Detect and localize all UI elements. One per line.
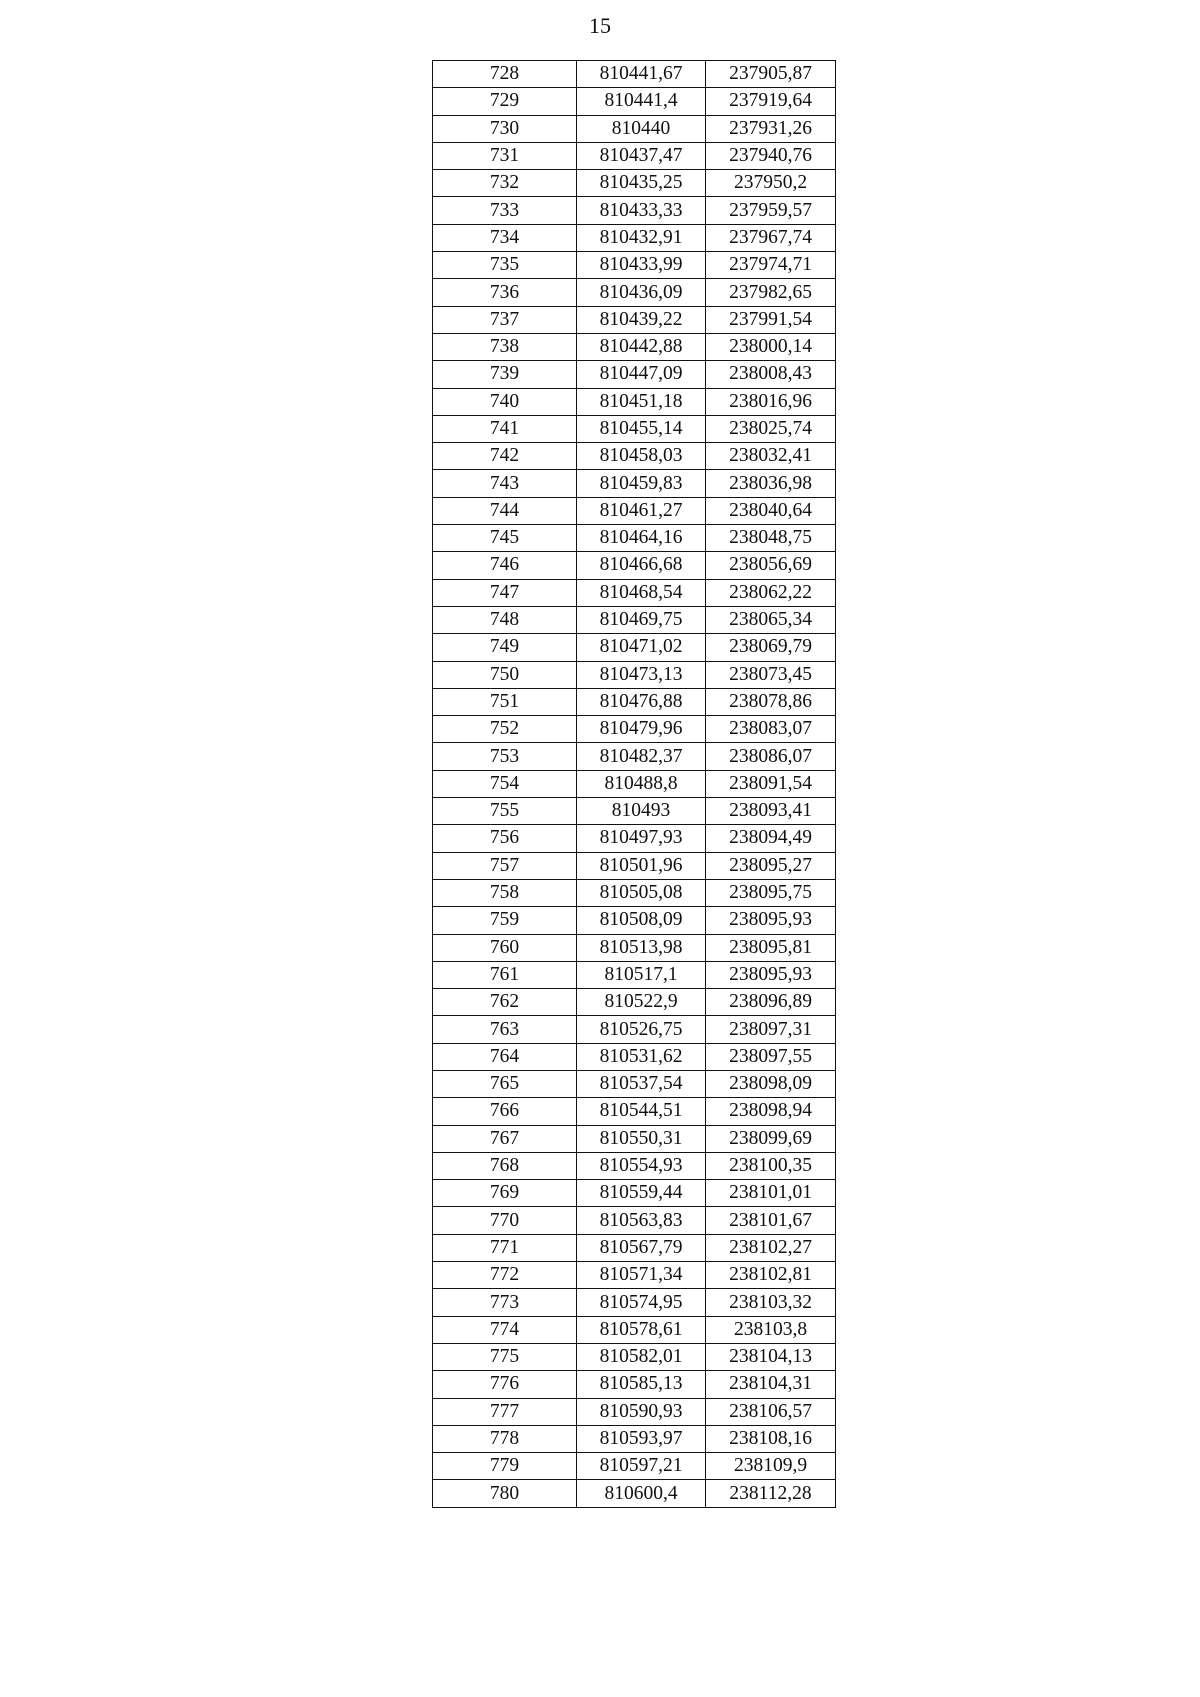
point-number-cell: 750 xyxy=(433,661,577,688)
x-coordinate-cell: 810585,13 xyxy=(577,1371,706,1398)
table-row xyxy=(433,142,836,169)
x-coordinate-cell: 810439,22 xyxy=(577,306,706,333)
x-coordinate-cell: 810522,9 xyxy=(577,989,706,1016)
y-coordinate-cell: 238065,34 xyxy=(706,606,836,633)
x-coordinate-cell: 810513,98 xyxy=(577,934,706,961)
y-coordinate-cell: 238095,81 xyxy=(706,934,836,961)
y-coordinate-cell: 238101,67 xyxy=(706,1207,836,1234)
point-number-cell: 780 xyxy=(433,1480,577,1507)
table-row xyxy=(433,1343,836,1370)
point-number-cell: 728 xyxy=(433,61,577,88)
x-coordinate-cell: 810461,27 xyxy=(577,497,706,524)
point-number-cell: 738 xyxy=(433,333,577,360)
y-coordinate-cell: 238102,81 xyxy=(706,1262,836,1289)
x-coordinate-cell: 810600,4 xyxy=(577,1480,706,1507)
y-coordinate-cell: 238016,96 xyxy=(706,388,836,415)
y-coordinate-cell: 238096,89 xyxy=(706,989,836,1016)
x-coordinate-cell: 810559,44 xyxy=(577,1180,706,1207)
x-coordinate-cell: 810441,67 xyxy=(577,61,706,88)
x-coordinate-cell: 810482,37 xyxy=(577,743,706,770)
table-row xyxy=(433,1234,836,1261)
x-coordinate-cell: 810432,91 xyxy=(577,224,706,251)
table-row xyxy=(433,197,836,224)
table-row xyxy=(433,825,836,852)
y-coordinate-cell: 238095,93 xyxy=(706,907,836,934)
table-row xyxy=(433,170,836,197)
x-coordinate-cell: 810476,88 xyxy=(577,688,706,715)
x-coordinate-cell: 810501,96 xyxy=(577,852,706,879)
point-number-cell: 767 xyxy=(433,1125,577,1152)
y-coordinate-cell: 238097,55 xyxy=(706,1043,836,1070)
point-number-cell: 758 xyxy=(433,879,577,906)
x-coordinate-cell: 810537,54 xyxy=(577,1070,706,1097)
point-number-cell: 771 xyxy=(433,1234,577,1261)
y-coordinate-cell: 238108,16 xyxy=(706,1425,836,1452)
x-coordinate-cell: 810497,93 xyxy=(577,825,706,852)
table-row xyxy=(433,907,836,934)
table-row xyxy=(433,252,836,279)
point-number-cell: 733 xyxy=(433,197,577,224)
y-coordinate-cell: 238102,27 xyxy=(706,1234,836,1261)
point-number-cell: 732 xyxy=(433,170,577,197)
table-row xyxy=(433,1289,836,1316)
y-coordinate-cell: 238104,31 xyxy=(706,1371,836,1398)
y-coordinate-cell: 237967,74 xyxy=(706,224,836,251)
point-number-cell: 753 xyxy=(433,743,577,770)
table-row xyxy=(433,1480,836,1507)
y-coordinate-cell: 238008,43 xyxy=(706,361,836,388)
y-coordinate-cell: 238106,57 xyxy=(706,1398,836,1425)
table-row xyxy=(433,333,836,360)
y-coordinate-cell: 238103,32 xyxy=(706,1289,836,1316)
point-number-cell: 765 xyxy=(433,1070,577,1097)
point-number-cell: 747 xyxy=(433,579,577,606)
x-coordinate-cell: 810433,99 xyxy=(577,252,706,279)
table-row xyxy=(433,1180,836,1207)
y-coordinate-cell: 238073,45 xyxy=(706,661,836,688)
point-number-cell: 757 xyxy=(433,852,577,879)
y-coordinate-cell: 238103,8 xyxy=(706,1316,836,1343)
y-coordinate-cell: 238000,14 xyxy=(706,333,836,360)
y-coordinate-cell: 238097,31 xyxy=(706,1016,836,1043)
table-row xyxy=(433,415,836,442)
point-number-cell: 779 xyxy=(433,1453,577,1480)
y-coordinate-cell: 238094,49 xyxy=(706,825,836,852)
table-row xyxy=(433,1371,836,1398)
y-coordinate-cell: 237940,76 xyxy=(706,142,836,169)
y-coordinate-cell: 238093,41 xyxy=(706,798,836,825)
point-number-cell: 731 xyxy=(433,142,577,169)
y-coordinate-cell: 238109,9 xyxy=(706,1453,836,1480)
point-number-cell: 729 xyxy=(433,88,577,115)
table-row xyxy=(433,279,836,306)
y-coordinate-cell: 238099,69 xyxy=(706,1125,836,1152)
point-number-cell: 740 xyxy=(433,388,577,415)
table-row xyxy=(433,1207,836,1234)
x-coordinate-cell: 810505,08 xyxy=(577,879,706,906)
y-coordinate-cell: 238025,74 xyxy=(706,415,836,442)
table-row xyxy=(433,961,836,988)
x-coordinate-cell: 810571,34 xyxy=(577,1262,706,1289)
table-row xyxy=(433,443,836,470)
point-number-cell: 745 xyxy=(433,525,577,552)
coordinates-table xyxy=(432,60,836,1508)
x-coordinate-cell: 810441,4 xyxy=(577,88,706,115)
y-coordinate-cell: 238083,07 xyxy=(706,716,836,743)
y-coordinate-cell: 238095,27 xyxy=(706,852,836,879)
x-coordinate-cell: 810590,93 xyxy=(577,1398,706,1425)
table-row xyxy=(433,798,836,825)
x-coordinate-cell: 810567,79 xyxy=(577,1234,706,1261)
point-number-cell: 741 xyxy=(433,415,577,442)
y-coordinate-cell: 238112,28 xyxy=(706,1480,836,1507)
point-number-cell: 760 xyxy=(433,934,577,961)
point-number-cell: 734 xyxy=(433,224,577,251)
table-row xyxy=(433,1070,836,1097)
point-number-cell: 743 xyxy=(433,470,577,497)
x-coordinate-cell: 810451,18 xyxy=(577,388,706,415)
point-number-cell: 774 xyxy=(433,1316,577,1343)
x-coordinate-cell: 810593,97 xyxy=(577,1425,706,1452)
y-coordinate-cell: 238095,93 xyxy=(706,961,836,988)
x-coordinate-cell: 810582,01 xyxy=(577,1343,706,1370)
point-number-cell: 730 xyxy=(433,115,577,142)
point-number-cell: 735 xyxy=(433,252,577,279)
point-number-cell: 751 xyxy=(433,688,577,715)
point-number-cell: 746 xyxy=(433,552,577,579)
table-row xyxy=(433,306,836,333)
y-coordinate-cell: 238101,01 xyxy=(706,1180,836,1207)
x-coordinate-cell: 810455,14 xyxy=(577,415,706,442)
y-coordinate-cell: 238040,64 xyxy=(706,497,836,524)
y-coordinate-cell: 238100,35 xyxy=(706,1152,836,1179)
table-row xyxy=(433,115,836,142)
y-coordinate-cell: 238095,75 xyxy=(706,879,836,906)
point-number-cell: 748 xyxy=(433,606,577,633)
table-row xyxy=(433,688,836,715)
table-row xyxy=(433,1425,836,1452)
x-coordinate-cell: 810493 xyxy=(577,798,706,825)
x-coordinate-cell: 810578,61 xyxy=(577,1316,706,1343)
point-number-cell: 742 xyxy=(433,443,577,470)
point-number-cell: 775 xyxy=(433,1343,577,1370)
point-number-cell: 769 xyxy=(433,1180,577,1207)
table-row xyxy=(433,470,836,497)
x-coordinate-cell: 810554,93 xyxy=(577,1152,706,1179)
table-row xyxy=(433,743,836,770)
y-coordinate-cell: 238104,13 xyxy=(706,1343,836,1370)
point-number-cell: 752 xyxy=(433,716,577,743)
point-number-cell: 737 xyxy=(433,306,577,333)
point-number-cell: 778 xyxy=(433,1425,577,1452)
x-coordinate-cell: 810442,88 xyxy=(577,333,706,360)
table-row xyxy=(433,525,836,552)
y-coordinate-cell: 237905,87 xyxy=(706,61,836,88)
x-coordinate-cell: 810433,33 xyxy=(577,197,706,224)
x-coordinate-cell: 810458,03 xyxy=(577,443,706,470)
x-coordinate-cell: 810563,83 xyxy=(577,1207,706,1234)
table-row xyxy=(433,1316,836,1343)
y-coordinate-cell: 237931,26 xyxy=(706,115,836,142)
table-row xyxy=(433,989,836,1016)
y-coordinate-cell: 238056,69 xyxy=(706,552,836,579)
table-row xyxy=(433,1152,836,1179)
y-coordinate-cell: 237991,54 xyxy=(706,306,836,333)
table-row xyxy=(433,552,836,579)
table-row xyxy=(433,1262,836,1289)
x-coordinate-cell: 810488,8 xyxy=(577,770,706,797)
point-number-cell: 756 xyxy=(433,825,577,852)
y-coordinate-cell: 238078,86 xyxy=(706,688,836,715)
point-number-cell: 768 xyxy=(433,1152,577,1179)
table-row xyxy=(433,934,836,961)
table-row xyxy=(433,88,836,115)
x-coordinate-cell: 810574,95 xyxy=(577,1289,706,1316)
y-coordinate-cell: 238048,75 xyxy=(706,525,836,552)
y-coordinate-cell: 237950,2 xyxy=(706,170,836,197)
point-number-cell: 739 xyxy=(433,361,577,388)
table-row xyxy=(433,1125,836,1152)
point-number-cell: 763 xyxy=(433,1016,577,1043)
table-row xyxy=(433,1453,836,1480)
point-number-cell: 762 xyxy=(433,989,577,1016)
x-coordinate-cell: 810473,13 xyxy=(577,661,706,688)
x-coordinate-cell: 810459,83 xyxy=(577,470,706,497)
table-row xyxy=(433,1016,836,1043)
point-number-cell: 766 xyxy=(433,1098,577,1125)
y-coordinate-cell: 238091,54 xyxy=(706,770,836,797)
x-coordinate-cell: 810437,47 xyxy=(577,142,706,169)
x-coordinate-cell: 810471,02 xyxy=(577,634,706,661)
x-coordinate-cell: 810526,75 xyxy=(577,1016,706,1043)
table-row xyxy=(433,1398,836,1425)
x-coordinate-cell: 810447,09 xyxy=(577,361,706,388)
point-number-cell: 759 xyxy=(433,907,577,934)
table-row xyxy=(433,606,836,633)
x-coordinate-cell: 810517,1 xyxy=(577,961,706,988)
point-number-cell: 754 xyxy=(433,770,577,797)
point-number-cell: 772 xyxy=(433,1262,577,1289)
table-row xyxy=(433,634,836,661)
point-number-cell: 776 xyxy=(433,1371,577,1398)
x-coordinate-cell: 810479,96 xyxy=(577,716,706,743)
x-coordinate-cell: 810436,09 xyxy=(577,279,706,306)
point-number-cell: 761 xyxy=(433,961,577,988)
table-row xyxy=(433,716,836,743)
point-number-cell: 773 xyxy=(433,1289,577,1316)
point-number-cell: 764 xyxy=(433,1043,577,1070)
table-row xyxy=(433,661,836,688)
y-coordinate-cell: 238098,94 xyxy=(706,1098,836,1125)
x-coordinate-cell: 810508,09 xyxy=(577,907,706,934)
y-coordinate-cell: 238032,41 xyxy=(706,443,836,470)
y-coordinate-cell: 238069,79 xyxy=(706,634,836,661)
x-coordinate-cell: 810469,75 xyxy=(577,606,706,633)
table-row xyxy=(433,61,836,88)
table-row xyxy=(433,388,836,415)
y-coordinate-cell: 237974,71 xyxy=(706,252,836,279)
y-coordinate-cell: 238098,09 xyxy=(706,1070,836,1097)
point-number-cell: 755 xyxy=(433,798,577,825)
table-row xyxy=(433,1043,836,1070)
point-number-cell: 770 xyxy=(433,1207,577,1234)
point-number-cell: 736 xyxy=(433,279,577,306)
y-coordinate-cell: 238062,22 xyxy=(706,579,836,606)
y-coordinate-cell: 237919,64 xyxy=(706,88,836,115)
x-coordinate-cell: 810597,21 xyxy=(577,1453,706,1480)
y-coordinate-cell: 238036,98 xyxy=(706,470,836,497)
table-row xyxy=(433,361,836,388)
x-coordinate-cell: 810544,51 xyxy=(577,1098,706,1125)
coordinates-table-body xyxy=(433,61,836,1508)
x-coordinate-cell: 810464,16 xyxy=(577,525,706,552)
point-number-cell: 744 xyxy=(433,497,577,524)
table-row xyxy=(433,852,836,879)
x-coordinate-cell: 810468,54 xyxy=(577,579,706,606)
y-coordinate-cell: 237982,65 xyxy=(706,279,836,306)
table-row xyxy=(433,224,836,251)
x-coordinate-cell: 810440 xyxy=(577,115,706,142)
page-number: 15 xyxy=(589,13,611,38)
point-number-cell: 777 xyxy=(433,1398,577,1425)
table-row xyxy=(433,1098,836,1125)
x-coordinate-cell: 810550,31 xyxy=(577,1125,706,1152)
table-row xyxy=(433,579,836,606)
table-row xyxy=(433,879,836,906)
x-coordinate-cell: 810435,25 xyxy=(577,170,706,197)
x-coordinate-cell: 810531,62 xyxy=(577,1043,706,1070)
y-coordinate-cell: 238086,07 xyxy=(706,743,836,770)
y-coordinate-cell: 237959,57 xyxy=(706,197,836,224)
point-number-cell: 749 xyxy=(433,634,577,661)
x-coordinate-cell: 810466,68 xyxy=(577,552,706,579)
table-row xyxy=(433,497,836,524)
table-row xyxy=(433,770,836,797)
